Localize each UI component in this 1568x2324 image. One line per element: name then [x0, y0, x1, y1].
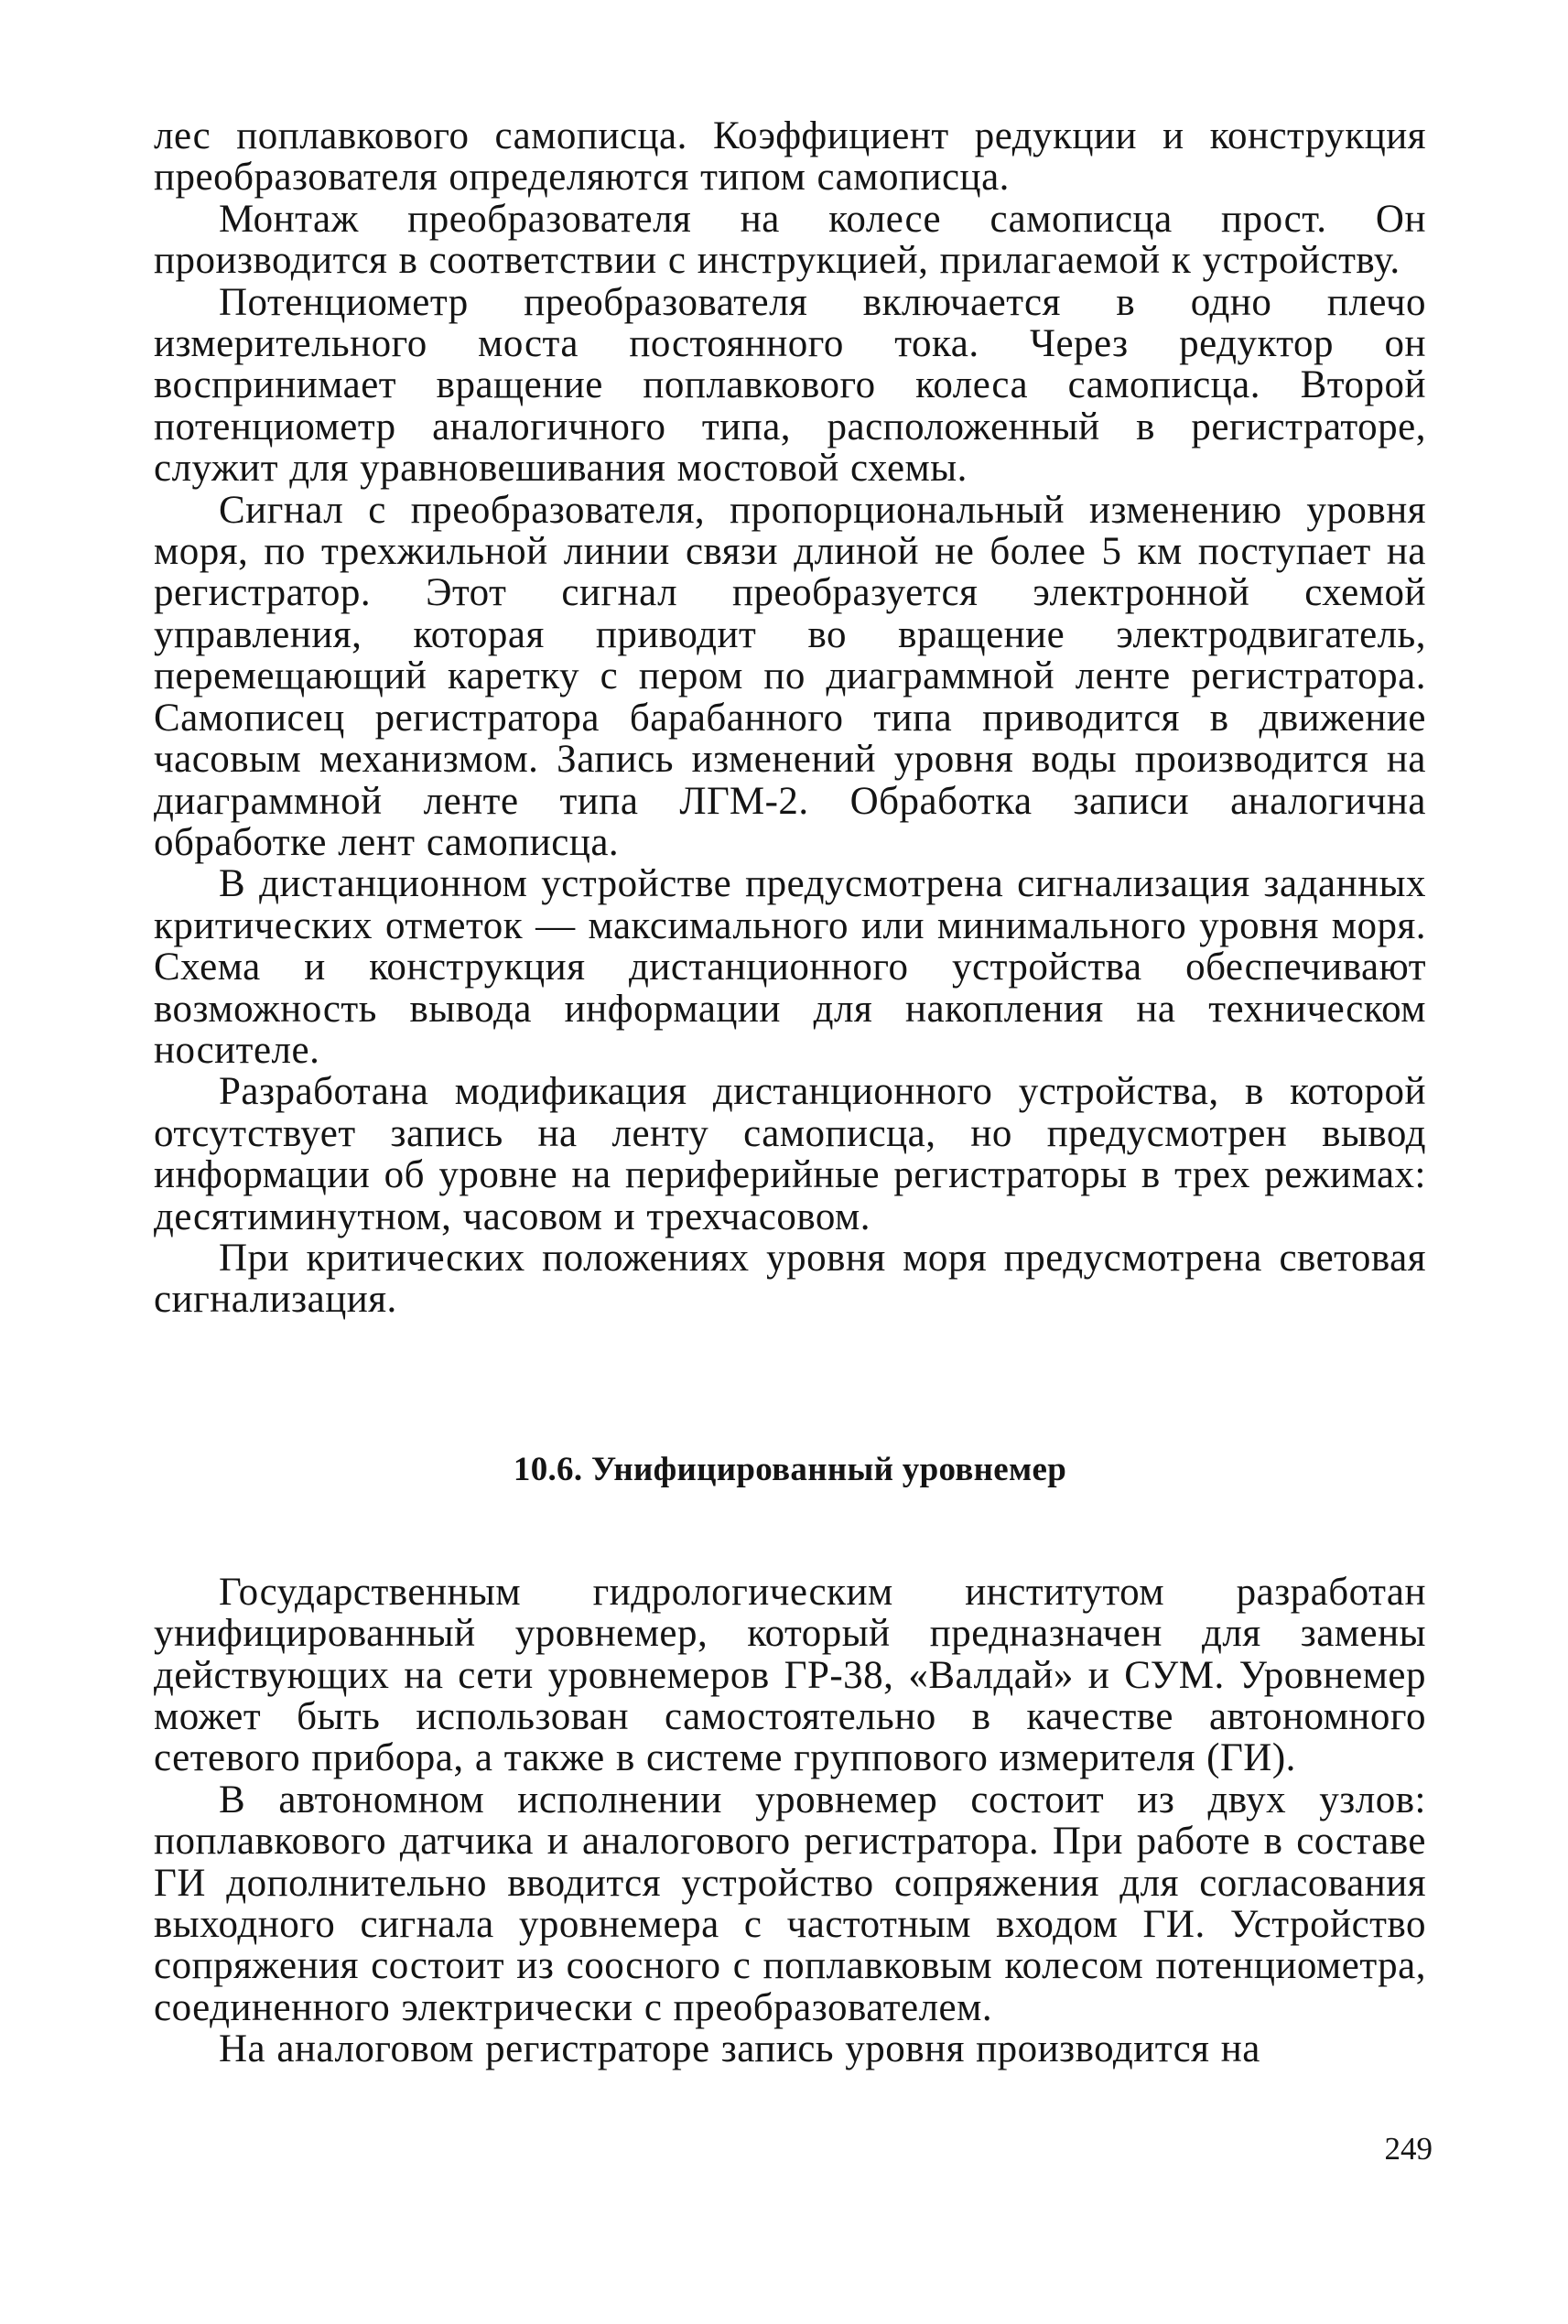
paragraph-9: В автономном исполнении уровнемер состоит из двух узлов: поплавкового датчика и аналогового регистратора. При работе в составе ГИ дополнительно вводится устройство сопряжения для согласования выходного сигнала уровнемера с частотным входом ГИ. Устройство сопряжения состоит из соосного с поплавковым колесом потенциометра, соединенного электрически с преобразователем.: [154, 1778, 1426, 2029]
paragraph-7: При критических положениях уровня моря предусмотрена световая сигнализация.: [154, 1236, 1426, 1322]
paragraph-6: Разработана модификация дистанционного устройства, в которой отсутствует запись на ленту самописца, но предусмотрен вывод информации об уровне на периферийные регистраторы в трех режимах: десятиминутном, часовом и трехчасовом.: [154, 1070, 1426, 1238]
paragraph-1: лес поплавкового самописца. Коэффициент редукции и конструкция преобразователя определяются типом самописца.: [154, 114, 1426, 200]
paragraph-8: Государственным гидрологическим институтом разработан унифицированный уровнемер, который предназначен для замены действующих на сети уровнемеров ГР-38, «Валдай» и СУМ. Уровнемер может быть использован самостоятельно в качестве автономного сетевого прибора, а также в системе группового измерителя (ГИ).: [154, 1570, 1426, 1780]
page-number: 249: [1384, 2131, 1433, 2167]
paragraph-3: Потенциометр преобразователя включается в одно плечо измерительного моста постоянного тока. Через редуктор он воспринимает вращение поплавкового колеса самописца. Второй потенциометр аналогичного типа, расположенный в регистраторе, служит для уравновешивания мостовой схемы.: [154, 280, 1426, 491]
page-body: [154, 115, 1426, 2070]
paragraph-2: Монтаж преобразователя на колесе самописца прост. Он производится в соответствии с инструкцией, прилагаемой к устройству.: [154, 197, 1426, 283]
paragraph-5: В дистанционном устройстве предусмотрена сигнализация заданных критических отметок — максимального или минимального уровня моря. Схема и конструкция дистанционного устройства обеспечивают возможность вывода информации для накопления на техническом носителе.: [154, 862, 1426, 1072]
section-spacer: [154, 1491, 1426, 1572]
paragraph-4: Сигнал с преобразователя, пропорциональный изменению уровня моря, по трехжильной линии связи длиной не более 5 км поступает на регистратор. Этот сигнал преобразуется электронной схемой управления, которая приводит во вращение электродвигатель, перемещающий каретку с пером по диаграммной ленте регистратора. Самописец регистратора барабанного типа приводится в движение часовым механизмом. Запись изменений уровня воды производится на диаграммной ленте типа ЛГМ-2. Обработка записи аналогична обработке лент самописца.: [154, 488, 1426, 864]
section-title: 10.6. Унифицированный уровнемер: [513, 1450, 1067, 1488]
paragraph-10: На аналоговом регистраторе запись уровня производится на: [219, 2027, 1260, 2071]
